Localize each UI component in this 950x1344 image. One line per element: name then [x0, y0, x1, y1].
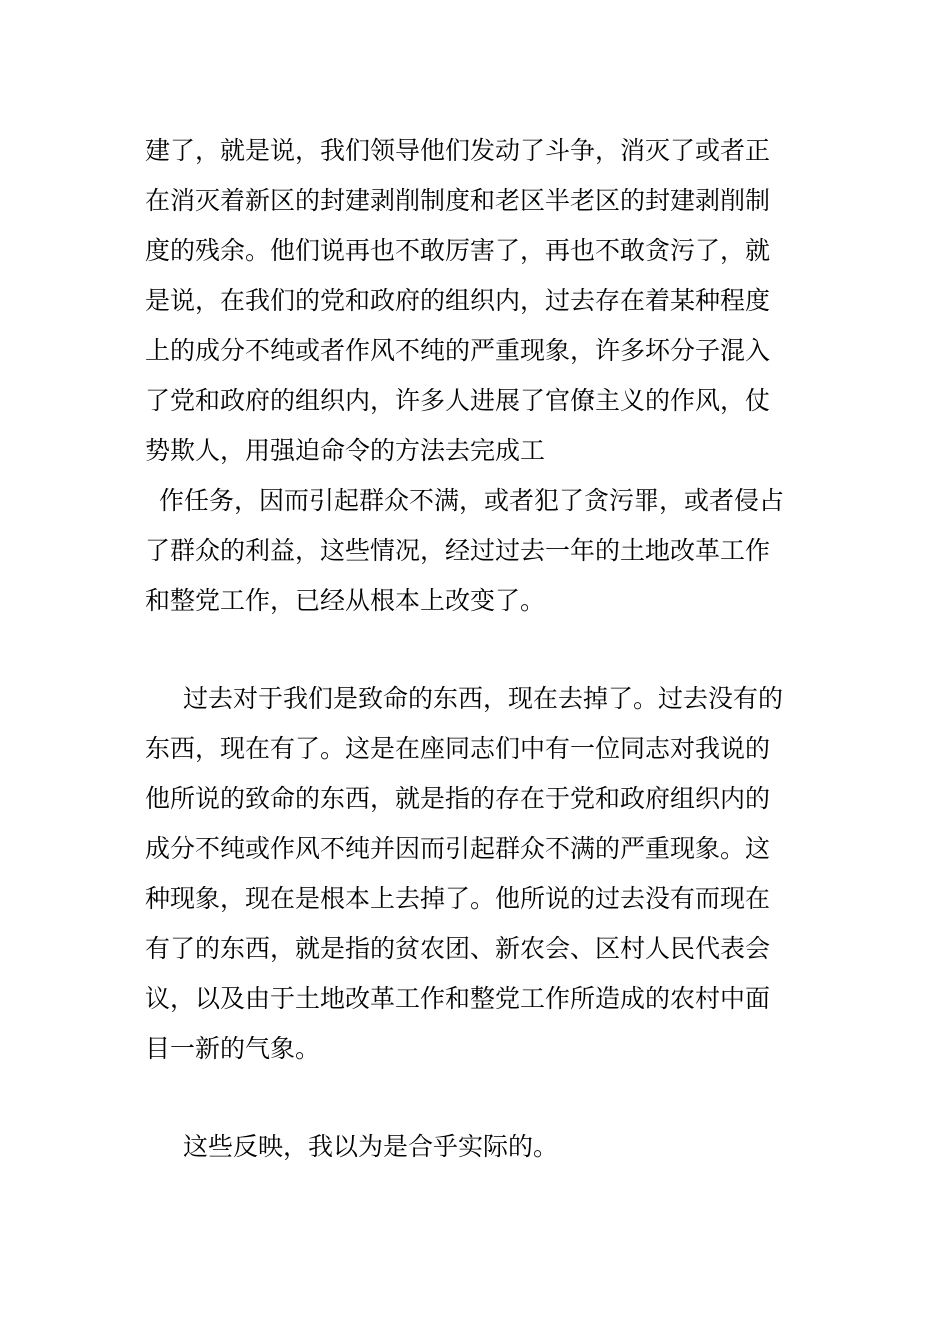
text-line: 度的残余。他们说再也不敢厉害了，再也不敢贪污了，就	[145, 236, 771, 265]
text-line: 作任务，因而引起群众不满，或者犯了贪污罪，或者侵占	[159, 486, 785, 515]
text-line: 这些反映，我以为是合乎实际的。	[183, 1132, 559, 1161]
text-line: 目一新的气象。	[145, 1034, 321, 1063]
text-line: 他所说的致命的东西，就是指的存在于党和政府组织内的	[145, 784, 771, 813]
text-line: 过去对于我们是致命的东西，现在去掉了。过去没有的	[183, 684, 784, 713]
text-line: 在消灭着新区的封建剥削制度和老区半老区的封建剥削制	[145, 186, 771, 215]
text-line: 上的成分不纯或者作风不纯的严重现象，许多坏分子混入	[145, 336, 771, 365]
text-line: 了党和政府的组织内，许多人进展了官僚主义的作风，仗	[145, 386, 771, 415]
text-line: 建了，就是说，我们领导他们发动了斗争，消灭了或者正	[145, 136, 771, 165]
text-line: 东西，现在有了。这是在座同志们中有一位同志对我说的	[145, 734, 771, 763]
text-line: 了群众的利益，这些情况，经过过去一年的土地改革工作	[145, 536, 771, 565]
text-line: 成分不纯或作风不纯并因而引起群众不满的严重现象。这	[145, 834, 771, 863]
text-line: 议，以及由于土地改革工作和整党工作所造成的农村中面	[145, 984, 771, 1013]
text-line: 种现象，现在是根本上去掉了。他所说的过去没有而现在	[145, 884, 771, 913]
text-line: 势欺人，用强迫命令的方法去完成工	[145, 436, 546, 465]
text-line: 和整党工作，已经从根本上改变了。	[145, 586, 546, 615]
text-line: 有了的东西，就是指的贫农团、新农会、区村人民代表会	[145, 934, 771, 963]
text-line: 是说，在我们的党和政府的组织内，过去存在着某种程度	[145, 286, 771, 315]
